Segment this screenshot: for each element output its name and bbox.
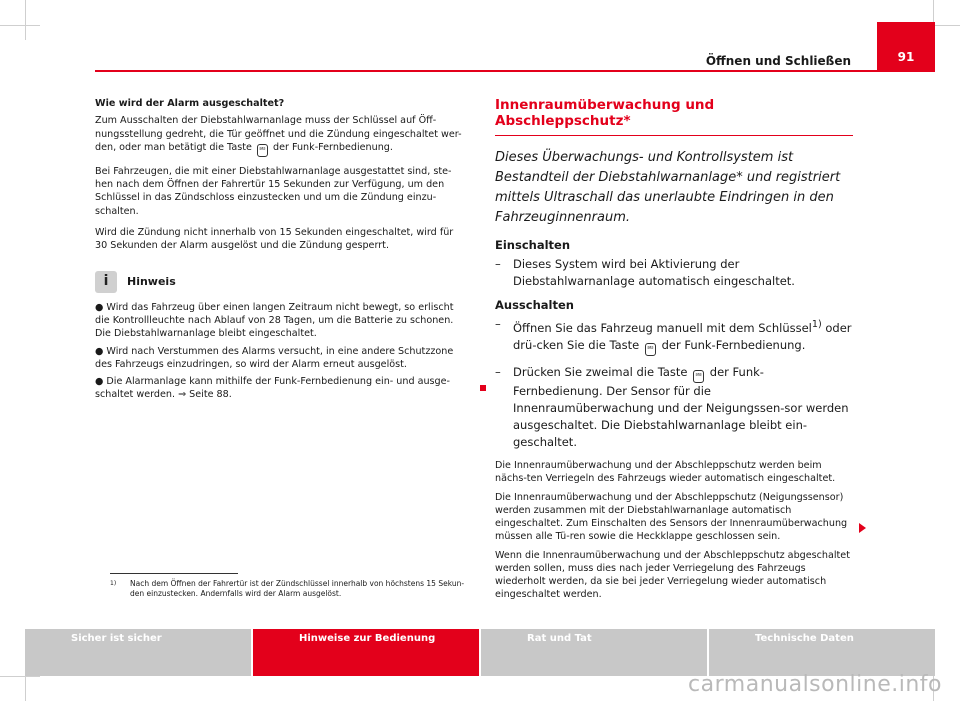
instruction-item: – Dieses System wird bei Aktivierung der Diebstahlwarnanlage automatisch eingeschaltet.	[495, 256, 853, 290]
continue-arrow-icon	[859, 523, 866, 533]
instruction-item: – Öffnen Sie das Fahrzeug manuell mit dem Schlüssel$^{1)}$ oder drü-cken Sie die Taste ⎃ der Funk-Fernbedienung.	[495, 316, 853, 356]
unlock-key-icon: ⎃	[257, 144, 268, 157]
crop-mark	[0, 25, 40, 26]
note-title: Hinweis	[127, 275, 176, 289]
paragraph-text: Zum Ausschalten der Diebstahlwarnanlage muss der Schlüssel auf Öff-nungsstellung gedreht, die Tür geöffnet und die Zündung eingeschaltet wer-den, oder man betätigt die Taste	[95, 115, 462, 153]
footnote-mark: 1)	[110, 580, 117, 587]
paragraph: Wird die Zündung nicht innerhalb von 15 Sekunden eingeschaltet, wird für 30 Sekunden der Alarm ausgelöst und die Zündung gesperrt.	[95, 227, 454, 252]
crop-mark	[0, 676, 40, 677]
header-divider	[95, 70, 935, 72]
paragraph: Bei Fahrzeugen, die mit einer Diebstahlwarnanlage ausgestattet sind, ste-hen nach dem Öffnen der Fahrertür 15 Sekunden zur Verfügung, um den Schlüssel in das Zündschloss einzustecken und um die Zündung einzu-schalten.	[95, 165, 452, 217]
note-bullet: ● Wird nach Verstummen des Alarms versucht, in eine andere Schutzzone des Fahrzeugs einzudringen, so wird der Alarm erneut ausgelöst.	[95, 345, 454, 370]
right-column	[495, 97, 853, 607]
paragraph-text: der Funk-Fernbedienung.	[273, 141, 393, 153]
left-column	[95, 97, 465, 406]
tab-rat-und-tat[interactable]: Rat und Tat	[481, 629, 709, 676]
bullet-text: Die Alarmanlage kann mithilfe der Funk-Fernbedienung ein- und ausge-schaltet werden. ⇒ Seite 88.	[95, 376, 451, 401]
subheading-einschalten: Einschalten	[495, 238, 571, 252]
note-bullet: ● Wird das Fahrzeug über einen langen Zeitraum nicht bewegt, so erlischt die Kontrollleuchte nach Ablauf von 28 Tagen, um die Batterie zu schonen. Die Diebstahlwarnanlage bleibt eingeschaltet.	[95, 301, 454, 340]
instruction-item: – Drücken Sie zweimal die Taste ⎃ der Funk-Fernbedienung. Der Sensor für die Innenraumüberwachung und der Neigungssen-sor werden ausgeschaltet. Die Diebstahlwarnanlage bleibt ein-geschaltet.	[495, 364, 853, 451]
instruction-text: Drücken Sie zweimal die Taste ⎃ der Funk-Fernbedienung. Der Sensor für die Innenraumüberwachung und der Neigungssen-sor werden ausgeschaltet. Die Diebstahlwarnanlage bleibt ein-geschaltet.	[513, 364, 849, 449]
paragraph: Die Innenraumüberwachung und der Abschleppschutz werden beim nächs-ten Verriegeln des Fahrzeugs wieder automatisch eingeschaltet.	[495, 459, 836, 484]
note-bullet: ● Die Alarmanlage kann mithilfe der Funk-Fernbedienung ein- und ausge-schaltet werden. ⇒ Seite 88.	[95, 376, 451, 401]
page-number: 91	[877, 22, 935, 70]
unlock-key-icon: ⎃	[645, 343, 656, 356]
tab-hinweise-zur-bedienung[interactable]: Hinweise zur Bedienung	[253, 629, 481, 676]
footnote	[110, 579, 470, 599]
instruction-text: Öffnen Sie das Fahrzeug manuell mit dem Schlüssel$^{1)}$ oder drü-cken Sie die Taste ⎃ der Funk-Fernbedienung.	[513, 316, 853, 356]
info-icon: i	[95, 271, 117, 293]
section-title: Innenraumüberwachung und Abschleppschutz*	[495, 97, 853, 136]
unlock-key-icon: ⎃	[693, 370, 704, 383]
paragraph: Wenn die Innenraumüberwachung und der Abschleppschutz abgeschaltet werden sollen, muss dies nach jeder Verriegelung des Fahrzeugs wiederholt werden, da sie bei jeder Verriegelung wieder automatisch eingeschaltet werden.	[495, 549, 850, 600]
instruction-text: Dieses System wird bei Aktivierung der Diebstahlwarnanlage automatisch eingeschaltet.	[513, 257, 795, 288]
section-end-mark	[480, 385, 486, 391]
crop-mark	[25, 0, 26, 40]
footnote-text: Nach dem Öffnen der Fahrertür ist der Zündschlüssel innerhalb von höchstens 15 Sekun-den einzustecken. Andernfalls wird der Alarm ausgelöst.	[130, 579, 465, 598]
watermark: carmanualsonline.info	[688, 672, 942, 697]
tab-sicher-ist-sicher[interactable]: Sicher ist sicher	[25, 629, 253, 676]
tab-technische-daten[interactable]: Technische Daten	[709, 629, 935, 676]
subheading-ausschalten: Ausschalten	[495, 298, 574, 312]
footnote-divider	[110, 573, 238, 574]
note-heading	[95, 271, 465, 293]
chapter-tabs	[25, 629, 935, 676]
paragraph: Die Innenraumüberwachung und der Abschleppschutz (Neigungssensor) werden zusammen mit der Diebstahlwarnanlage automatisch eingeschaltet. Zum Einschalten des Sensors der Innenraumüberwachung müssen alle Tü-ren sowie die Heckklappe geschlossen sein.	[495, 491, 848, 542]
section-intro: Dieses Überwachungs- und Kontrollsystem ist Bestandteil der Diebstahlwarnanlage* und registriert mittels Ultraschall das unerlaubte Eindringen in den Fahrzeuginnenraum.	[495, 150, 841, 225]
section-question: Wie wird der Alarm ausgeschaltet?	[95, 98, 285, 109]
bullet-text: Wird das Fahrzeug über einen langen Zeitraum nicht bewegt, so erlischt die Kontrollleuchte nach Ablauf von 28 Tagen, um die Batterie zu schonen. Die Diebstahlwarnanlage bleibt eingeschaltet.	[95, 301, 454, 340]
bullet-text: Wird nach Verstummen des Alarms versucht, in eine andere Schutzzone des Fahrzeugs einzudringen, so wird der Alarm erneut ausgelöst.	[95, 345, 454, 370]
footnote-ref: 1)	[811, 319, 822, 330]
paragraph	[95, 114, 465, 157]
chapter-title: Öffnen und Schließen	[705, 54, 851, 68]
